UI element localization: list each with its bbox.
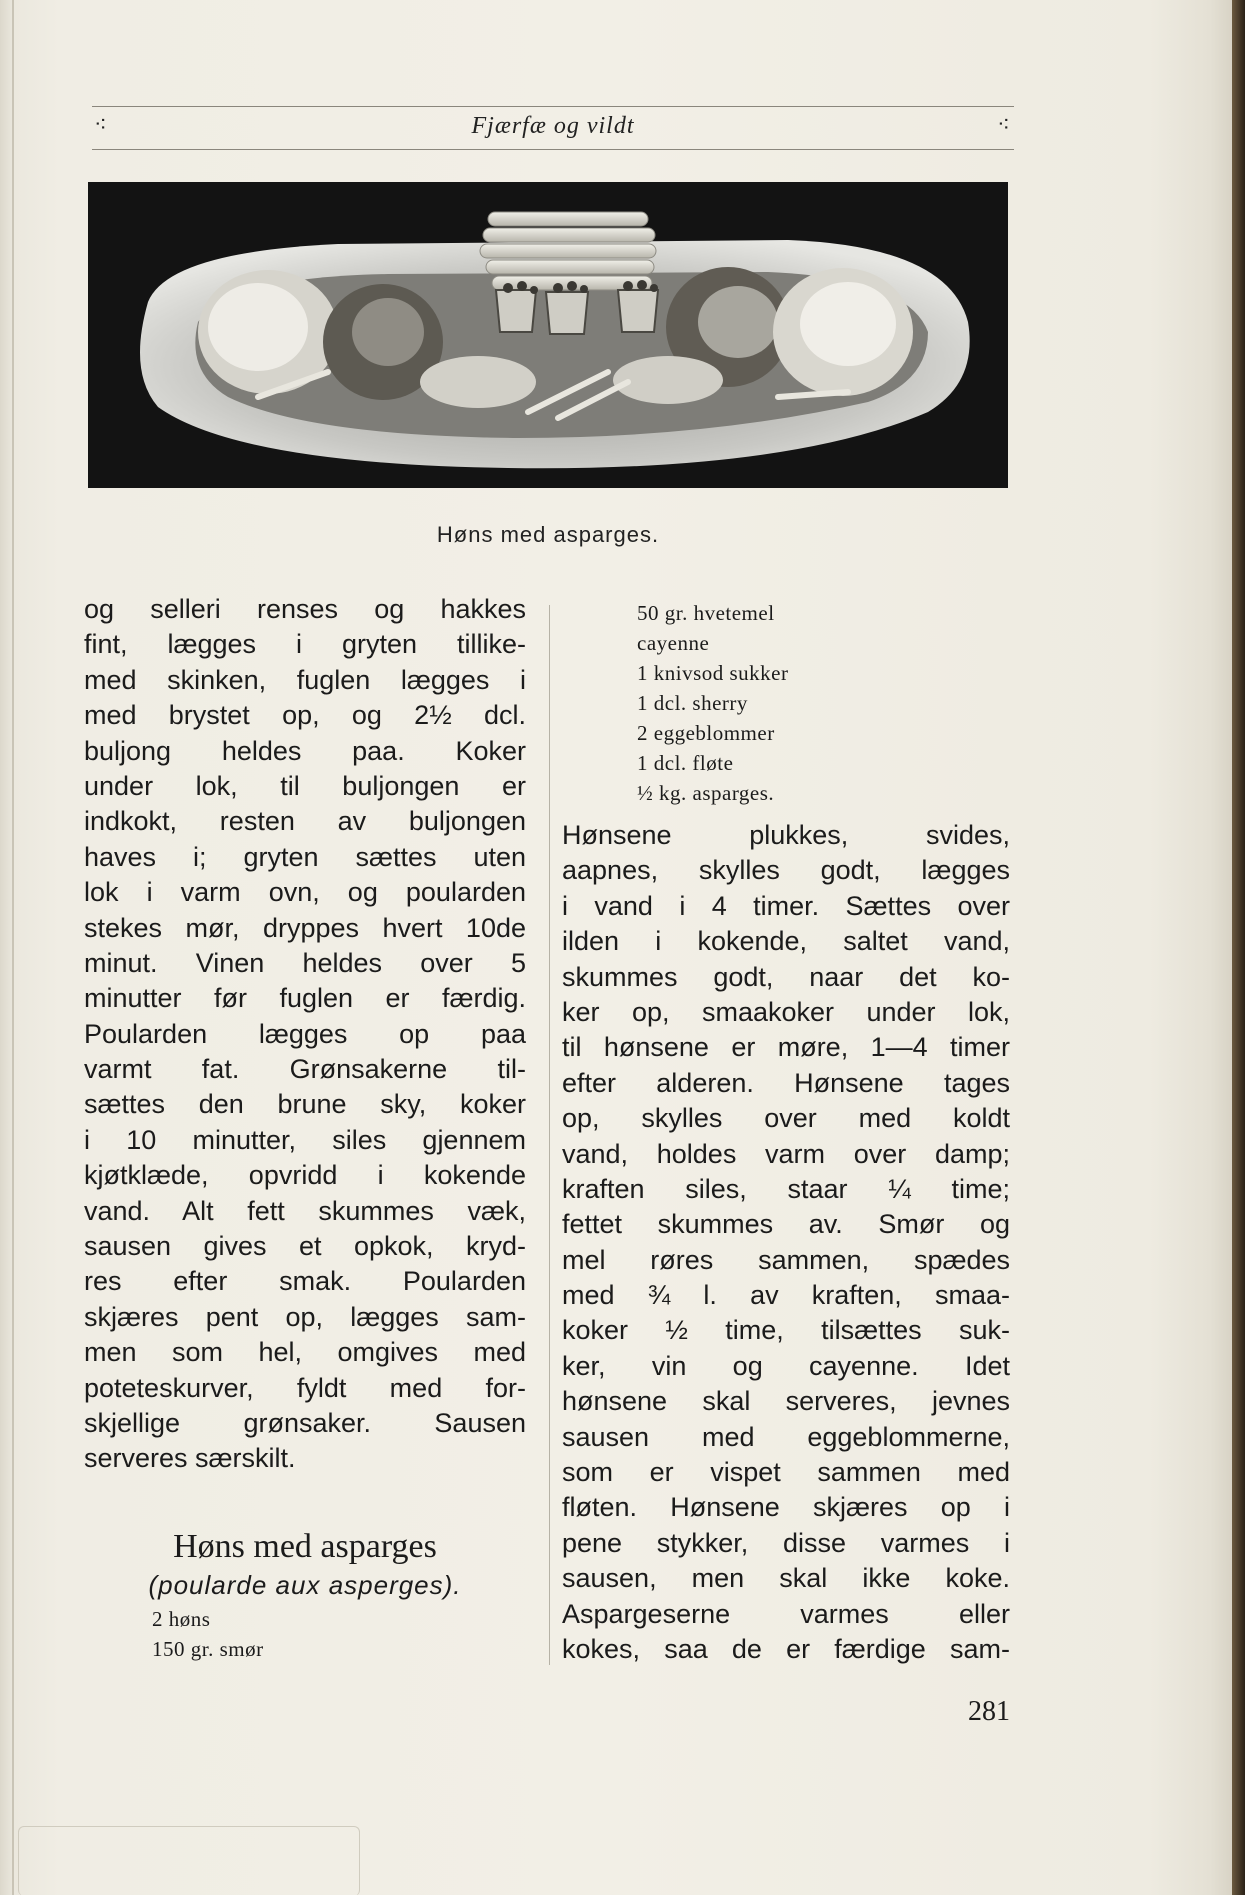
text-line: men som hel, omgives med — [84, 1337, 526, 1368]
text-line: fettet skummes av. Smør og — [562, 1209, 1010, 1240]
text-line: kjøtklæde, opvridd i kokende — [84, 1160, 526, 1191]
bookmark-tab — [18, 1826, 360, 1895]
ornament-right-icon: ⁖ — [997, 113, 1010, 138]
text-line: stekes mør, dryppes hvert 10de — [84, 912, 526, 943]
text-line: res efter smak. Poularden — [84, 1266, 526, 1297]
text-line: sausen med eggeblommerne, — [562, 1421, 1010, 1452]
text-line: vand. Alt fett skummes væk, — [84, 1195, 526, 1226]
text-line: hønsene skal serveres, jevnes — [562, 1386, 1010, 1417]
text-line: efter alderen. Hønsene tages — [562, 1067, 1010, 1098]
text-line: buljong heldes paa. Koker — [84, 735, 526, 766]
text-line: skjæres pent op, lægges sam- — [84, 1301, 526, 1332]
text-line: minut. Vinen heldes over 5 — [84, 947, 526, 978]
text-line: i vand i 4 timer. Sættes over — [562, 890, 1010, 921]
text-line: minutter før fuglen er færdig. — [84, 983, 526, 1014]
page-gutter — [12, 0, 14, 1895]
text-line: lok i varm ovn, og poularden — [84, 877, 526, 908]
text-line: op, skylles over med koldt — [562, 1103, 1010, 1134]
running-header — [92, 106, 1014, 150]
text-line: haves i; gryten sættes uten — [84, 841, 526, 872]
text-line: fint, lægges i gryten tillike- — [84, 629, 526, 660]
ingredient-item: ½ kg. asparges. — [637, 781, 775, 805]
text-line: serveres særskilt. — [84, 1443, 296, 1474]
text-line: sausen, men skal ikke koke. — [562, 1563, 1010, 1594]
column-divider — [549, 605, 550, 1665]
page-number: 281 — [968, 1696, 1010, 1727]
text-line: indkokt, resten av buljongen — [84, 806, 526, 837]
text-line: skummes godt, naar det ko- — [562, 961, 1010, 992]
right-text-column — [562, 818, 1010, 1667]
ingredient-item: 2 eggeblommer — [637, 721, 775, 745]
recipe-title: Høns med asparges — [173, 1528, 437, 1565]
text-line: skjellige grønsaker. Sausen — [84, 1407, 526, 1438]
text-line: som er vispet sammen med — [562, 1457, 1010, 1488]
text-line: med brystet op, og 2½ dcl. — [84, 700, 526, 731]
ingredient-item: 150 gr. smør — [152, 1637, 264, 1661]
text-line: vand, holdes varm over damp; — [562, 1138, 1010, 1169]
text-line: til hønsene er møre, 1—4 timer — [562, 1032, 1010, 1063]
ingredient-item: 1 dcl. sherry — [637, 691, 748, 715]
text-line: kokes, saa de er færdige sam- — [562, 1633, 1010, 1664]
ingredient-list-right — [637, 598, 997, 808]
text-line: ker op, smaakoker under lok, — [562, 996, 1010, 1027]
recipe-subtitle: (poularde aux asperges). — [148, 1570, 462, 1600]
text-line: Poularden lægges op paa — [84, 1018, 526, 1049]
text-line: pene stykker, disse varmes i — [562, 1527, 1010, 1558]
ingredient-item: 1 dcl. fløte — [637, 751, 734, 775]
text-line: Aspargeserne varmes eller — [562, 1598, 1010, 1629]
text-line: Hønsene plukkes, svides, — [562, 820, 1010, 850]
text-line: poteteskurver, fyldt med for- — [84, 1372, 526, 1403]
text-line: ker, vin og cayenne. Idet — [562, 1350, 1010, 1381]
left-text-column — [84, 592, 526, 1477]
running-header-title: Fjærfæ og vildt — [471, 113, 635, 139]
text-line: under lok, til buljongen er — [84, 770, 526, 801]
ingredient-list-left — [152, 1604, 452, 1664]
text-line: sættes den brune sky, koker — [84, 1089, 526, 1120]
text-line: med ¾ l. av kraften, smaa- — [562, 1280, 1010, 1311]
text-line: kraften siles, staar ¼ time; — [562, 1173, 1010, 1204]
text-line: sausen gives et opkok, kryd- — [84, 1231, 526, 1262]
text-line: koker ½ time, tilsættes suk- — [562, 1315, 1010, 1346]
text-line: mel røres sammen, spædes — [562, 1244, 1010, 1275]
text-line: ilden i kokende, saltet vand, — [562, 926, 1010, 957]
text-line: aapnes, skylles godt, lægges — [562, 855, 1010, 886]
ingredient-item: 1 knivsod sukker — [637, 661, 789, 685]
figure-caption: Høns med asparges. — [436, 522, 660, 547]
dish-photo — [88, 182, 1008, 488]
text-line: med skinken, fuglen lægges i — [84, 664, 526, 695]
ornament-left-icon: ⁖ — [94, 113, 107, 138]
ingredient-item: 2 høns — [152, 1607, 211, 1631]
text-line: fløten. Hønsene skjæres op i — [562, 1492, 1010, 1523]
book-spine — [1232, 0, 1245, 1895]
ingredient-item: cayenne — [637, 631, 710, 655]
ingredient-item: 50 gr. hvetemel — [637, 601, 775, 625]
text-line: i 10 minutter, siles gjennem — [84, 1124, 526, 1155]
text-line: og selleri renses og hakkes — [84, 594, 526, 624]
dish-photo-drawing — [88, 182, 1008, 488]
text-line: varmt fat. Grønsakerne til- — [84, 1054, 526, 1085]
